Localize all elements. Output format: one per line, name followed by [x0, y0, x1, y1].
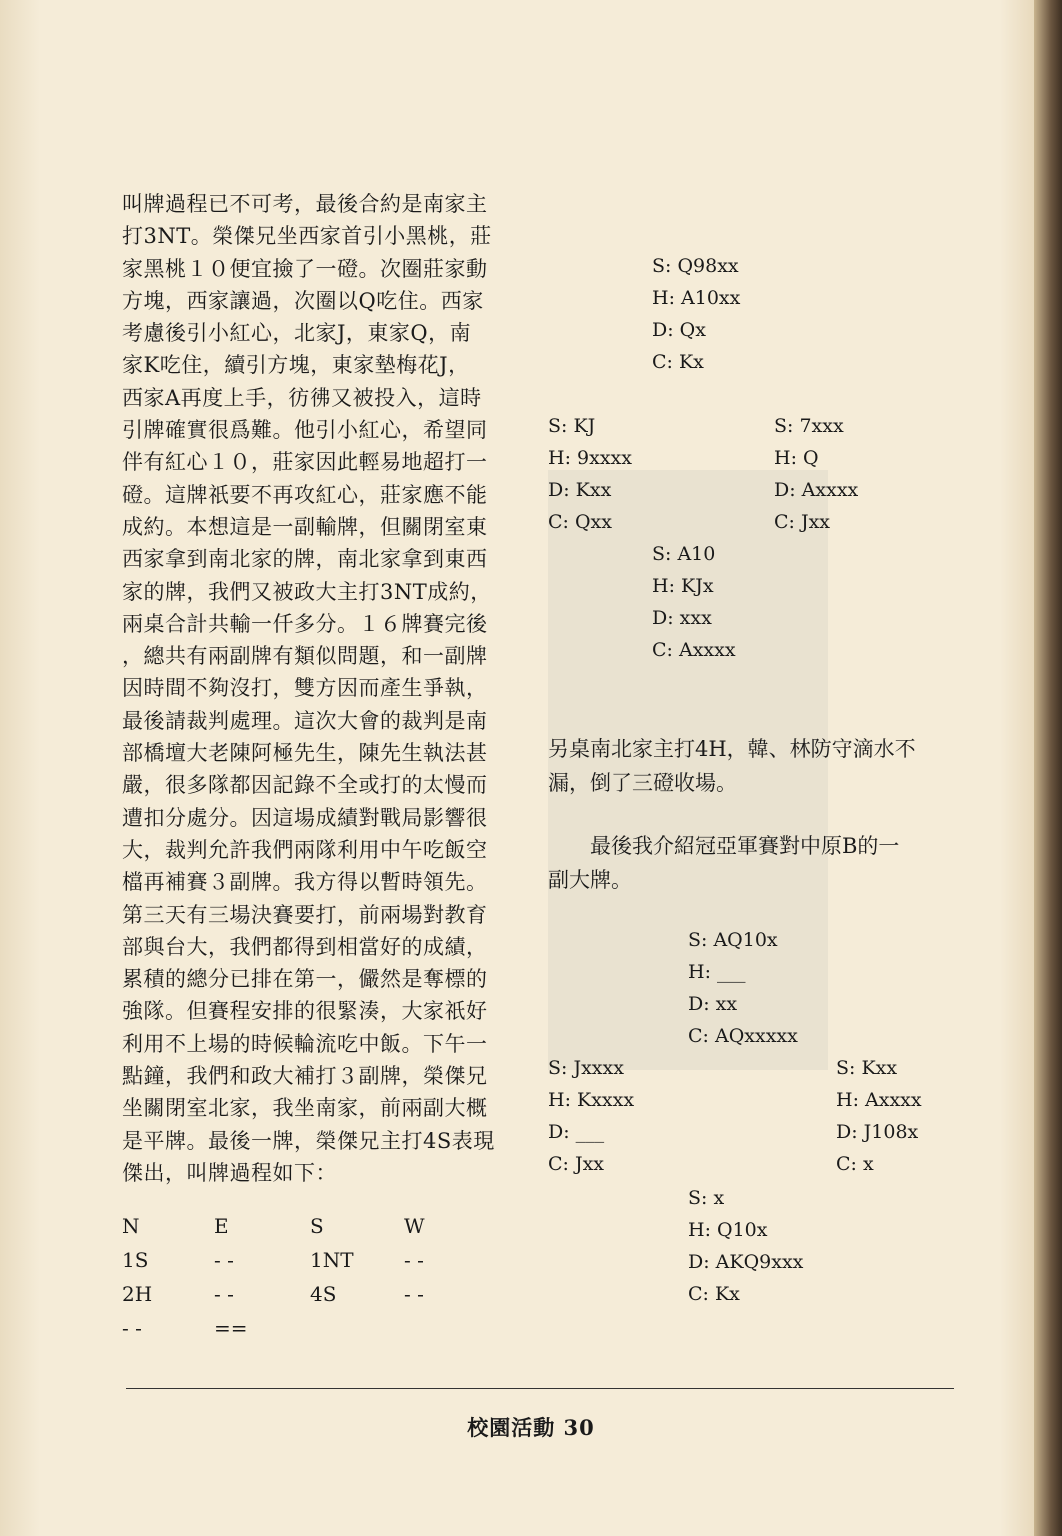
mid-paragraph: [548, 732, 958, 800]
article-line: 利用不上場的時候輪流吃中飯。下午一: [122, 1031, 488, 1056]
article-line: 兩桌合計共輸一仟多分。１６牌賽完後: [122, 611, 488, 636]
article-line: 引牌確實很爲難。他引小紅心，希望同: [122, 418, 488, 443]
deal2-west-hand: [548, 1052, 634, 1180]
deal1-east-hand: [774, 410, 858, 538]
suit-holding: D: xx: [688, 993, 738, 1015]
article-body: [122, 188, 532, 1189]
deal1-west-hand: [548, 410, 632, 538]
article-line: 是平牌。最後一牌，榮傑兄主打4S表現: [122, 1128, 495, 1153]
suit-holding: H: 9xxxx: [548, 447, 632, 469]
suit-holding: D: Kxx: [548, 479, 612, 501]
bid-cell: 4S: [310, 1282, 337, 1306]
bid-cell: W: [404, 1214, 425, 1238]
suit-holding: C: Qxx: [548, 511, 612, 533]
footer-divider: [126, 1388, 954, 1389]
deal1-north-hand: [652, 250, 740, 378]
article-line: 西家A再度上手，彷彿又被投入，這時: [122, 385, 482, 410]
article-line: 第三天有三場決賽要打，前兩場對教育: [122, 902, 488, 927]
bid-cell: E: [214, 1214, 229, 1238]
suit-holding: H: KJx: [652, 575, 714, 597]
article-line: 累積的總分已排在第一，儼然是奪標的: [122, 967, 488, 992]
bidding-row: [122, 1282, 442, 1316]
page-footer: 校園活動 30: [467, 1415, 595, 1440]
suit-holding: S: KJ: [548, 415, 596, 437]
suit-holding: S: 7xxx: [774, 415, 844, 437]
article-line: 最後請裁判處理。這次大會的裁判是南: [122, 708, 488, 733]
suit-holding: S: A10: [652, 543, 716, 565]
suit-holding: D: AKQ9xxx: [688, 1251, 804, 1273]
bid-cell: - -: [404, 1248, 424, 1272]
suit-holding: S: Jxxxx: [548, 1057, 624, 1079]
article-line: 方塊，西家讓過，次圈以Q吃住。西家: [122, 288, 484, 313]
article-line: 叫牌過程已不可考，最後合約是南家主: [122, 192, 488, 216]
article-line: 家的牌，我們又被政大主打3NT成約，: [122, 579, 492, 604]
article-line: 部與台大，我們都得到相當好的成績，: [122, 934, 488, 959]
deal2-east-hand: [836, 1052, 922, 1180]
suit-holding: S: x: [688, 1187, 725, 1209]
bid-cell: S: [310, 1214, 324, 1238]
article-line: 因時間不夠沒打，雙方因而產生爭執，: [122, 676, 488, 701]
bid-cell: - -: [122, 1316, 142, 1340]
bidding-row: [122, 1214, 442, 1248]
suit-holding: D: ___: [548, 1121, 605, 1143]
deal2-north-hand: [688, 924, 798, 1052]
bid-cell: - -: [214, 1282, 234, 1306]
article-line: 遭扣分處分。因這場成績對戰局影響很: [122, 805, 488, 830]
bid-cell: 2H: [122, 1282, 153, 1306]
article-line: ，總共有兩副牌有類似問題，和一副牌: [122, 644, 488, 669]
bid-cell: - -: [404, 1282, 424, 1306]
article-line: 磴。這牌祇要不再攻紅心，莊家應不能: [122, 482, 488, 507]
deal2-south-hand: [688, 1182, 803, 1310]
text-line: 另桌南北家主打4H，韓、林防守滴水不: [548, 737, 916, 761]
suit-holding: S: Q98xx: [652, 255, 739, 277]
bid-cell: 1NT: [310, 1248, 354, 1272]
bidding-row: [122, 1248, 442, 1282]
suit-holding: D: Axxxx: [774, 479, 859, 501]
article-line: 打3NT。榮傑兄坐西家首引小黑桃，莊: [122, 224, 492, 249]
suit-holding: C: Jxx: [774, 511, 831, 533]
text-line: 最後我介紹冠亞軍賽對中原B的一: [548, 834, 900, 858]
bid-cell: 1S: [122, 1248, 149, 1272]
article-line: 部橋壇大老陳阿極先生，陳先生執法甚: [122, 741, 488, 766]
article-line: 坐關閉室北家，我坐南家，前兩副大概: [122, 1096, 488, 1121]
bid-cell: N: [122, 1214, 140, 1238]
suit-holding: S: AQ10x: [688, 929, 778, 951]
article-line: 西家拿到南北家的牌，南北家拿到東西: [122, 547, 488, 572]
bid-cell: - -: [214, 1248, 234, 1272]
suit-holding: C: AQxxxxx: [688, 1025, 798, 1047]
suit-holding: C: Kx: [652, 351, 704, 373]
article-line: 成約。本想這是一副輸牌，但關閉室東: [122, 514, 488, 539]
suit-holding: H: Axxxx: [836, 1089, 922, 1111]
article-line: 家黑桃１０便宜撿了一磴。次圈莊家動: [122, 256, 488, 281]
article-line: 嚴，很多隊都因記錄不全或打的太慢而: [122, 773, 488, 798]
article-line: 家K吃住，續引方塊，東家墊梅花J，: [122, 353, 470, 378]
suit-holding: H: ___: [688, 961, 746, 983]
intro-paragraph: [548, 829, 958, 897]
article-line: 傑出，叫牌過程如下：: [122, 1160, 337, 1185]
suit-holding: D: Qx: [652, 319, 706, 341]
bid-cell: ==: [214, 1316, 248, 1340]
deal1-south-hand: [652, 538, 736, 666]
suit-holding: C: x: [836, 1153, 874, 1175]
suit-holding: H: Kxxxx: [548, 1089, 635, 1111]
suit-holding: S: Kxx: [836, 1057, 898, 1079]
article-line: 大，裁判允許我們兩隊利用中午吃飯空: [122, 837, 488, 862]
article-line: 伴有紅心１０，莊家因此輕易地超打一: [122, 450, 488, 475]
text-line: 副大牌。: [548, 868, 632, 892]
suit-holding: C: Axxxx: [652, 639, 736, 661]
article-line: 檔再補賽３副牌。我方得以暫時領先。: [122, 870, 488, 895]
article-line: 點鐘，我們和政大補打３副牌，榮傑兄: [122, 1064, 488, 1089]
bidding-row: [122, 1316, 442, 1350]
article-line: 強隊。但賽程安排的很緊湊，大家祇好: [122, 999, 488, 1024]
suit-holding: H: Q10x: [688, 1219, 768, 1241]
suit-holding: C: Kx: [688, 1283, 740, 1305]
suit-holding: D: J108x: [836, 1121, 919, 1143]
bidding-table: [122, 1214, 442, 1350]
article-line: 考慮後引小紅心，北家J，東家Q，南: [122, 321, 472, 346]
suit-holding: H: A10xx: [652, 287, 741, 309]
text-line: 漏，倒了三磴收場。: [548, 771, 737, 795]
suit-holding: C: Jxx: [548, 1153, 605, 1175]
page-edge: [1034, 0, 1062, 1536]
suit-holding: D: xxx: [652, 607, 712, 629]
suit-holding: H: Q: [774, 447, 819, 469]
